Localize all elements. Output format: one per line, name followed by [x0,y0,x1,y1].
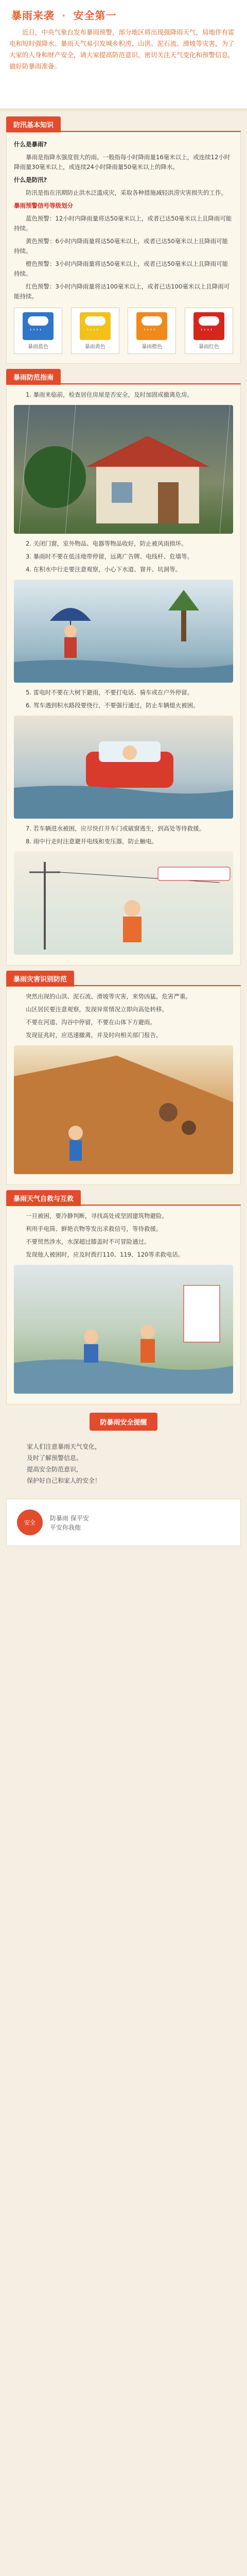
section-divider [6,985,241,986]
section-header-guide [6,369,241,384]
guide-item: 2. 关闭门窗，室外物品、电器等物品收好，防止被风雨损坏。 [26,540,187,547]
warning-level-text: 黄色预警：6小时内降雨量将达50毫米以上，或者已达50毫米以上且降雨可能持续。 [14,238,228,255]
hero-title [11,7,117,22]
knowledge-card [6,132,241,364]
rescue-card [6,1206,241,1404]
section-header-disaster [6,971,241,986]
disaster-item: 山区居民要注意观察，发现异常情况立即向高处转移。 [26,1006,168,1013]
guide-item: 8. 雨中行走时注意避开电线和变压器，防止触电。 [26,838,158,845]
rain-cloud-icon: '''' [80,312,111,340]
landslide-illustration [14,1045,233,1174]
warning-level-text: 红色预警：3小时内降雨量将达100毫米以上，或者已达100毫米以上且降雨可能持续。 [14,283,230,300]
question-heading: 什么是暴雨? [14,141,47,148]
section-title-rescue: 暴雨天气自救与互救 [6,1190,81,1206]
section-header-knowledge [6,116,241,132]
rescue-item: 利用手电筒、鲜艳衣物等发出求救信号，等待救援。 [26,1225,162,1232]
car-flood-illustration [14,716,233,819]
hero-intro: 近日，中央气象台发布暴雨预警，部分地区将出现强降雨天气，局地伴有雷电和短时强降水。暴雨天气易引发城乡积涝、山洪、泥石流、滑坡等灾害，为了大家的人身和财产安全，请大家提高防范意识，密切关注天气变化和预警信息，做好防暴雨准备。 [9,28,235,70]
rescue-item: 发现他人被困时，应及时拨打110、119、120等求救电话。 [26,1251,184,1258]
footer-tips [6,1413,241,1492]
signal-label: 暴雨黄色 [84,344,105,350]
answer-text: 暴雨是指降水强度很大的雨。一般指每小时降雨量16毫米以上，或连续12小时降雨量30毫米以上，或连续24小时降雨量50毫米以上的降水。 [14,154,231,171]
warning-signal-orange [128,308,176,354]
rain-cloud-icon: '''' [136,312,167,340]
section-title-guide: 暴雨防范指南 [6,369,61,385]
warning-level-text: 橙色预警：3小时内降雨量将达50毫米以上，或者已达50毫米以上且降雨可能持续。 [14,260,228,277]
question-heading: 什么是防汛? [14,176,47,183]
footer-button[interactable]: 防暴雨安全提醒 [90,1413,157,1431]
rain-cloud-icon: '''' [193,312,224,340]
hero-title-separator: · [61,9,66,22]
end-text-line: 平安你我他 [50,1524,81,1531]
section-divider [6,383,241,384]
signal-label: 暴雨蓝色 [28,344,48,350]
end-banner [6,1499,241,1546]
people-rescue-icon [14,1265,233,1394]
disaster-item: 不要在河道、沟谷中停留，不要在山体下方避雨。 [26,1019,156,1026]
warning-levels-heading: 暴雨预警信号等级划分 [14,202,73,209]
signal-label: 暴雨红色 [198,344,219,350]
warning-signal-row [14,308,233,354]
poem-line: 保护好自己和家人的安全！ [27,1477,101,1484]
poem-line: 家人们注意暴雨天气变化， [27,1443,101,1450]
warning-signal-blue [14,308,62,354]
footer-poem [6,1436,241,1492]
guide-card [6,384,241,965]
warning-level-text: 蓝色预警：12小时内降雨量将达50毫米以上，或者已达50毫米以上且降雨可能持续。 [14,215,232,232]
logo-icon: 安全 [17,1510,43,1535]
hero-title-left: 暴雨来袭 [11,9,55,22]
hero-banner [0,0,247,111]
hero-title-right: 安全第一 [73,9,117,22]
storm-house-illustration [14,405,233,534]
disaster-item: 突然出现的山洪、泥石流、滑坡等灾害，来势凶猛，危害严重。 [26,993,191,1000]
poem-line: 及时了解预警信息。 [27,1454,83,1462]
section-divider [6,131,241,132]
disaster-item: 发现征兆时，应迅速撤离，并及时向相关部门报告。 [26,1031,162,1039]
landslide-icon [14,1045,233,1174]
section-title-disaster: 暴雨灾害识别防范 [6,971,74,987]
storm-house-icon [14,405,233,534]
end-text [50,1514,89,1532]
rescue-item: 一旦被困，要冷静判断，寻找高处或坚固建筑物避险。 [26,1212,168,1219]
rescue-item: 不要贸然涉水，水深超过膝盖时不可冒险通过。 [26,1238,150,1245]
section-divider [6,1205,241,1206]
end-text-line: 防暴雨 保平安 [50,1515,89,1522]
guide-item: 3. 暴雨时不要在低洼地带停留，远离广告牌、电线杆、危墙等。 [26,553,193,560]
person-umbrella-icon [14,580,233,683]
power-tower-icon [14,852,233,955]
rescue-illustration [14,1265,233,1394]
power-line-illustration [14,852,233,955]
guide-item: 1. 暴雨来临前，检查居住房屋是否安全，及时加固或撤离危房。 [26,391,193,398]
flood-walking-illustration [14,580,233,683]
section-header-rescue [6,1190,241,1206]
answer-text: 防汛是指在汛期防止洪水泛滥成灾，采取各种措施减轻洪涝灾害损失的工作。 [26,189,227,196]
guide-item: 5. 雷电时不要在大树下避雨，不要打电话、骑车或在户外停留。 [26,689,193,696]
guide-item: 7. 若车辆进水被困，应尽快打开车门或破窗逃生，到高处等待救援。 [26,825,205,832]
signal-label: 暴雨橙色 [142,344,163,350]
disaster-card [6,986,241,1185]
guide-item: 4. 在积水中行走要注意观察，小心下水道、窨井、坑洞等。 [26,566,182,573]
car-in-water-icon [14,716,233,819]
rain-cloud-icon: '''' [23,312,54,340]
section-title-knowledge: 防汛基本知识 [6,116,61,132]
guide-item: 6. 驾车遇到积水路段要绕行，不要强行通过，防止车辆熄火被困。 [26,702,199,709]
warning-signal-red [185,308,233,354]
poem-line: 提高安全防范意识， [27,1466,83,1473]
warning-signal-yellow [71,308,119,354]
